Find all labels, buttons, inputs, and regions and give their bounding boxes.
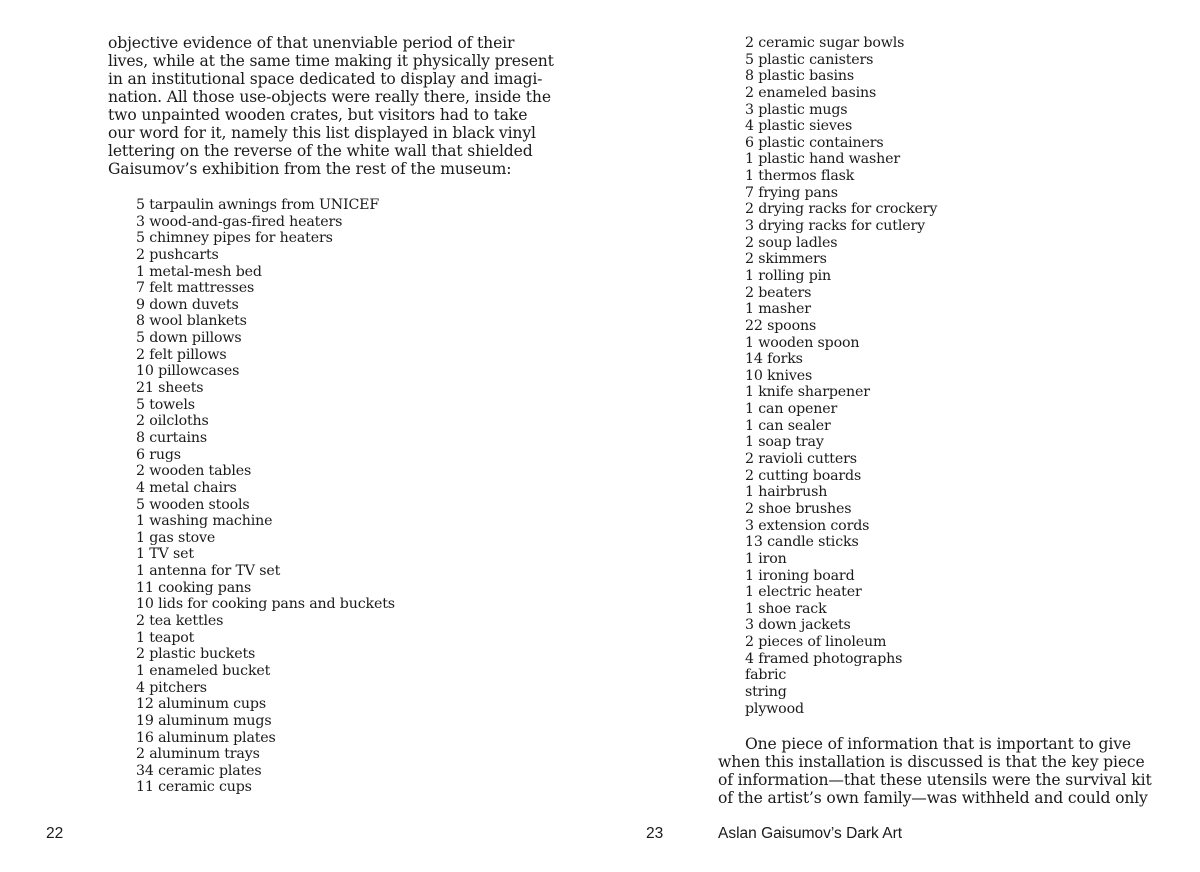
list-item: 1 hairbrush — [745, 484, 828, 501]
list-item: 10 lids for cooking pans and buckets — [136, 596, 395, 613]
list-item: 1 can sealer — [745, 417, 831, 434]
list-item: 22 spoons — [745, 317, 817, 334]
right-page — [600, 0, 1200, 872]
list-item: 2 cutting boards — [745, 467, 862, 484]
list-item: 5 down pillows — [136, 330, 242, 347]
list-item: 1 thermos flask — [745, 168, 855, 185]
list-item: 2 pushcarts — [136, 246, 219, 263]
list-item: 1 masher — [745, 301, 811, 318]
list-item: 1 rolling pin — [745, 267, 832, 284]
list-item: 5 chimney pipes for heaters — [136, 230, 333, 247]
list-item: 6 plastic containers — [745, 134, 884, 151]
text-line: of information—that these utensils were the survival kit — [718, 771, 1152, 789]
list-item: 4 pitchers — [136, 679, 207, 696]
text-line: when this installation is discussed is that the key piece — [718, 753, 1145, 771]
list-item: 2 ravioli cutters — [745, 451, 857, 468]
text-line: nation. All those use-objects were really there, inside the — [108, 88, 551, 106]
text-line: of the artist’s own family—was withheld and could only — [718, 789, 1148, 807]
list-item: 21 sheets — [136, 380, 204, 397]
list-item: 34 ceramic plates — [136, 762, 262, 779]
running-head: Aslan Gaisumov’s Dark Art — [718, 825, 903, 842]
list-item: 3 extension cords — [745, 517, 870, 534]
list-item: 1 electric heater — [745, 584, 862, 601]
list-item: 2 beaters — [745, 284, 812, 301]
right-inventory-list — [745, 35, 937, 717]
page-number-right: 23 — [646, 825, 664, 842]
text-line: our word for it, namely this list displayed in black vinyl — [108, 124, 536, 142]
list-item: plywood — [745, 700, 804, 717]
text-line-content: One piece of information that is important to give — [745, 735, 1131, 753]
list-item: 8 plastic basins — [745, 68, 854, 85]
page-number-left: 22 — [46, 825, 64, 842]
list-item: 13 candle sticks — [745, 534, 859, 551]
text-line — [718, 735, 1158, 753]
text-line: objective evidence of that unenviable period of their — [108, 34, 515, 52]
list-item: 7 frying pans — [745, 184, 838, 201]
list-item: 2 skimmers — [745, 251, 827, 268]
list-item: 7 felt mattresses — [136, 280, 255, 297]
list-item: 1 TV set — [136, 546, 194, 563]
list-item: 2 ceramic sugar bowls — [745, 35, 905, 51]
list-item: 5 towels — [136, 396, 195, 413]
list-item: 8 curtains — [136, 429, 208, 446]
left-intro-paragraph — [108, 34, 554, 178]
list-item: 5 plastic canisters — [745, 51, 874, 68]
list-item: 1 gas stove — [136, 529, 216, 546]
list-item: 1 metal-mesh bed — [136, 263, 262, 280]
list-item: 4 plastic sieves — [745, 118, 853, 135]
list-item: 2 tea kettles — [136, 613, 224, 630]
list-item: 3 wood-and-gas-fired heaters — [136, 213, 343, 230]
list-item: 1 iron — [745, 550, 787, 567]
list-item: 10 knives — [745, 367, 813, 384]
list-item: 1 shoe rack — [745, 600, 827, 617]
list-item: 2 plastic buckets — [136, 646, 256, 663]
list-item: 6 rugs — [136, 446, 181, 463]
list-item: string — [745, 683, 787, 700]
list-item: 2 enameled basins — [745, 84, 877, 101]
list-item: 3 plastic mugs — [745, 101, 848, 118]
list-item: 1 knife sharpener — [745, 384, 870, 401]
list-item: 1 antenna for TV set — [136, 563, 281, 580]
list-item: 14 forks — [745, 351, 803, 368]
list-item: 12 aluminum cups — [136, 696, 266, 713]
list-item: 8 wool blankets — [136, 313, 247, 330]
list-item: 1 ironing board — [745, 567, 855, 584]
text-line: two unpainted wooden crates, but visitors had to take — [108, 106, 528, 124]
list-item: 11 cooking pans — [136, 579, 252, 596]
list-item: 1 washing machine — [136, 513, 273, 530]
list-item: 1 plastic hand washer — [745, 151, 900, 168]
list-item: 1 wooden spoon — [745, 334, 860, 351]
list-item: 3 down jackets — [745, 617, 851, 634]
list-item: 1 soap tray — [745, 434, 824, 451]
list-item: 1 enameled bucket — [136, 662, 271, 679]
left-inventory-list — [136, 197, 395, 796]
list-item: 2 drying racks for crockery — [745, 201, 938, 218]
list-item: 1 can opener — [745, 401, 838, 418]
text-line: in an institutional space dedicated to display and imagi- — [108, 70, 543, 88]
list-item: 2 felt pillows — [136, 346, 227, 363]
list-item: 11 ceramic cups — [136, 779, 252, 796]
list-item: 2 aluminum trays — [136, 746, 260, 763]
list-item: 10 pillowcases — [136, 363, 240, 380]
list-item: 3 drying racks for cutlery — [745, 218, 925, 235]
list-item: 2 oilcloths — [136, 413, 209, 430]
list-item: 2 pieces of linoleum — [745, 634, 887, 651]
list-item: 4 metal chairs — [136, 479, 237, 496]
right-body-paragraph — [718, 735, 1158, 807]
list-item: 2 wooden tables — [136, 463, 252, 480]
list-item: 19 aluminum mugs — [136, 712, 272, 729]
list-item: 5 tarpaulin awnings from UNICEF — [136, 197, 380, 213]
list-item: 5 wooden stools — [136, 496, 250, 513]
text-line: lives, while at the same time making it physically present — [108, 52, 554, 70]
text-line: Gaisumov’s exhibition from the rest of the museum: — [108, 160, 512, 178]
list-item: 9 down duvets — [136, 296, 239, 313]
text-line: lettering on the reverse of the white wall that shielded — [108, 142, 533, 160]
list-item: fabric — [745, 667, 787, 684]
list-item: 4 framed photographs — [745, 650, 903, 667]
list-item: 16 aluminum plates — [136, 729, 276, 746]
list-item: 1 teapot — [136, 629, 195, 646]
list-item: 2 soup ladles — [745, 234, 838, 251]
list-item: 2 shoe brushes — [745, 500, 852, 517]
